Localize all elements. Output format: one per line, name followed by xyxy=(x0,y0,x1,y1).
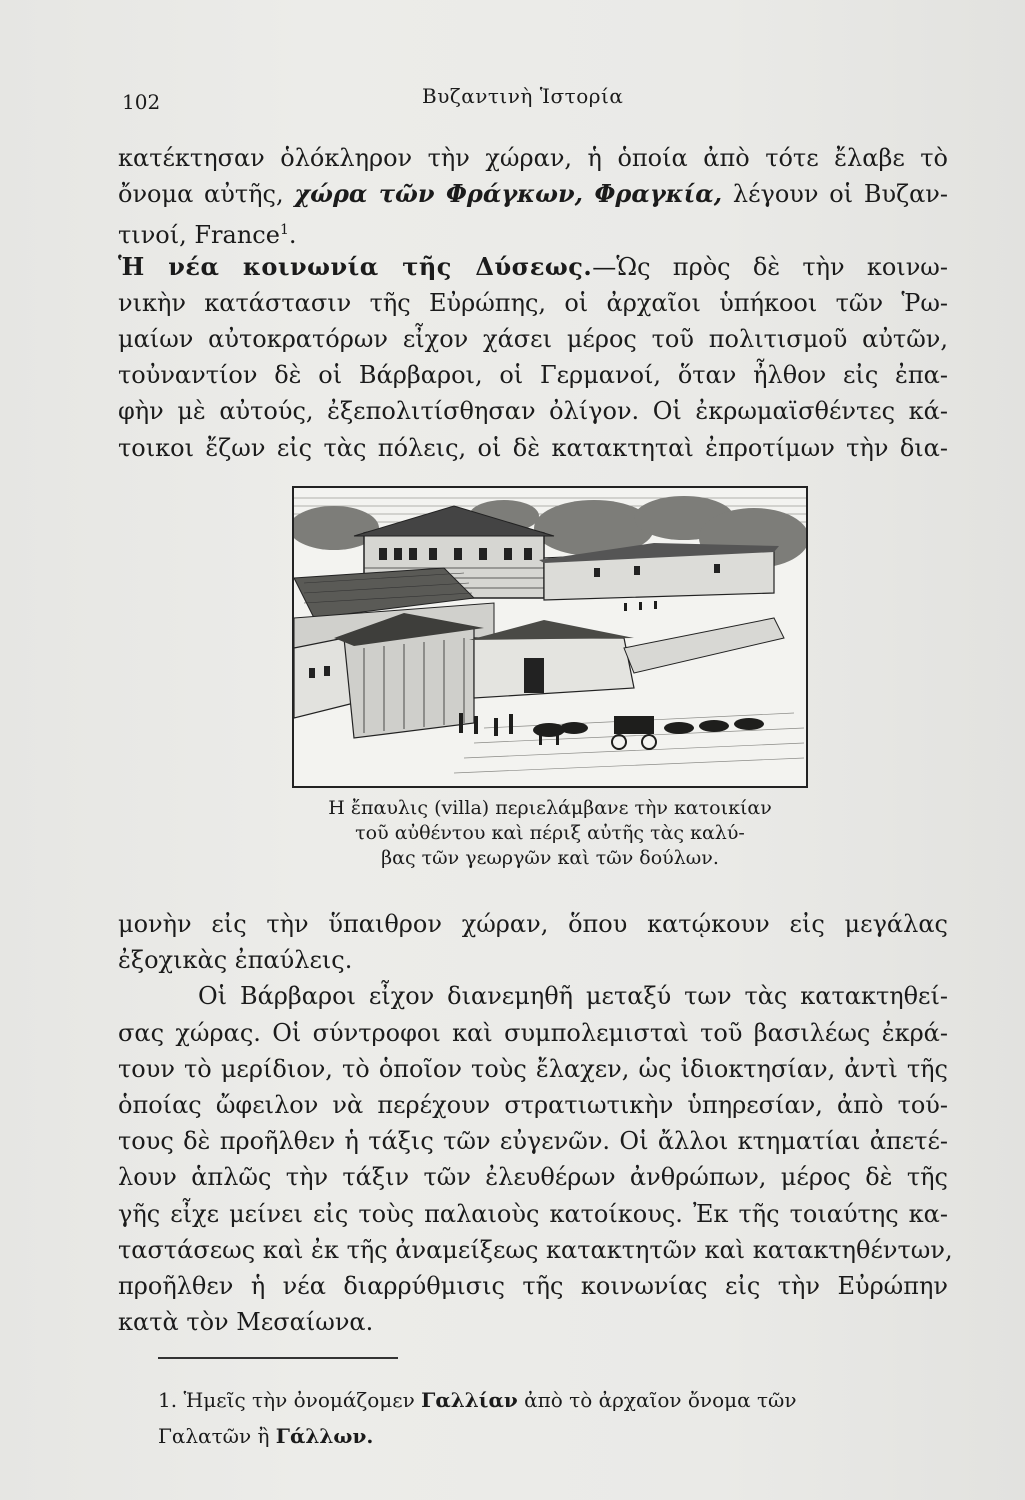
caption-line: βας τῶν γεωργῶν καὶ τῶν δούλων. xyxy=(381,847,719,869)
footnote-line: 1. Ἡμεῖς τὴν ὀνομάζομεν Γαλλίαν ἀπὸ τὸ ἀρχαῖον ὄνομα τῶν xyxy=(158,1388,797,1412)
text-line: φὴν μὲ αὐτούς, ἐξεπολιτίσθησαν ὀλίγον. Οἱ ἐκρωμαϊσθέντες κά- xyxy=(118,397,948,426)
text-line: Ἡ νέα κοινωνία τῆς Δύσεως.—Ὡς πρὸς δὲ τὴν κοινω- xyxy=(118,251,948,281)
text-line: κατέκτησαν ὁλόκληρον τὴν χώραν, ἡ ὁποία ἀπὸ τότε ἔλαβε τὸ xyxy=(118,144,948,172)
text-line: κατὰ τὸν Μεσαίωνα. xyxy=(118,1308,374,1337)
text-line: λουν ἁπλῶς τὴν τάξιν τῶν ἐλευθέρων ἀνθρώπων, μέρος δὲ τῆς xyxy=(118,1163,948,1192)
text-line: ὁποίας ὤφειλον νὰ περέχουν στρατιωτικὴν ὑπηρεσίαν, ἀπὸ τού- xyxy=(118,1090,948,1119)
text-line: τινοί, France$^1$. xyxy=(118,221,297,250)
running-title: Βυζαντινὴ Ἱστορία xyxy=(422,84,624,108)
emphasis-frankland: χώρα τῶν Φράγκων, Φραγκία, xyxy=(294,179,723,209)
text-line: σας χώρας. Οἱ σύντροφοι καὶ συμπολεμισταὶ τοῦ βασιλέως ἐκρά- xyxy=(118,1018,948,1047)
lower-text-block xyxy=(118,906,953,1340)
footnote-marker: 1. xyxy=(158,1388,178,1412)
caption-line: τοῦ αὐθέντου καὶ πέριξ αὐτῆς τὰς καλύ- xyxy=(355,822,745,844)
footnote-reference: 1 xyxy=(279,222,289,239)
text-line: προῆλθεν ἡ νέα διαρρύθμισις τῆς κοινωνίας εἰς τὴν Εὐρώπην xyxy=(118,1271,948,1300)
text-line: γῆς εἶχε μείνει εἰς τοὺς παλαιοὺς κατοίκους. Ἐκ τῆς τοιαύτης κα- xyxy=(118,1199,948,1228)
villa-illustration xyxy=(292,486,808,788)
text-line: ὄνομα αὐτῆς, χώρα τῶν Φράγκων, Φραγκία, λέγουν οἱ Βυζαν- xyxy=(118,179,948,209)
text-line: ἐξοχικὰς ἐπαύλεις. xyxy=(118,946,353,975)
text-line: τουν τὸ μερίδιον, τὸ ὁποῖον τοὺς ἔλαχεν, ὡς ἰδιοκτησίαν, ἀντὶ τῆς xyxy=(118,1054,948,1083)
text-line: τοικοι ἔζων εἰς τὰς πόλεις, οἱ δὲ κατακτηταὶ ἐπροτίμων τὴν δια- xyxy=(118,433,948,462)
page-header xyxy=(120,84,920,114)
page-number: 102 xyxy=(122,90,161,114)
text-line: τους δὲ προῆλθεν ἡ τάξις τῶν εὐγενῶν. Οἱ ἄλλοι κτηματίαι ἀπετέ- xyxy=(118,1127,948,1156)
footnote-line: Γαλατῶν ἢ Γάλλων. xyxy=(158,1424,374,1448)
text-line: Οἱ Βάρβαροι εἶχον διανεμηθῆ μεταξύ των τὰς κατακτηθεί- xyxy=(198,982,948,1011)
figure-caption xyxy=(260,796,840,871)
footnote xyxy=(158,1382,958,1454)
text-line: μονὴν εἰς τὴν ὕπαιθρον χώραν, ὅπου κατῴκουν εἰς μεγάλας xyxy=(118,910,948,938)
section-heading: Ἡ νέα κοινωνία τῆς Δύσεως. xyxy=(118,251,593,281)
upper-text-block xyxy=(118,140,948,466)
text-line: μαίων αὐτοκρατόρων εἶχον χάσει μέρος τοῦ πολιτισμοῦ αὐτῶν, xyxy=(118,324,948,353)
caption-line: Η ἔπαυλις (villa) περιελάμβανε τὴν κατοικίαν xyxy=(328,797,772,819)
text-line: νικὴν κατάστασιν τῆς Εὐρώπης, οἱ ἀρχαῖοι ὑπήκοοι τῶν Ῥω- xyxy=(118,288,948,317)
text-line: ταστάσεως καὶ ἐκ τῆς ἀναμείξεως κατακτητῶν καὶ κατακτηθέντων, xyxy=(118,1235,953,1264)
text-line: τοὐναντίον δὲ οἱ Βάρβαροι, οἱ Γερμανοί, ὅταν ἦλθον εἰς ἐπα- xyxy=(118,361,948,390)
footnote-divider xyxy=(158,1357,398,1359)
